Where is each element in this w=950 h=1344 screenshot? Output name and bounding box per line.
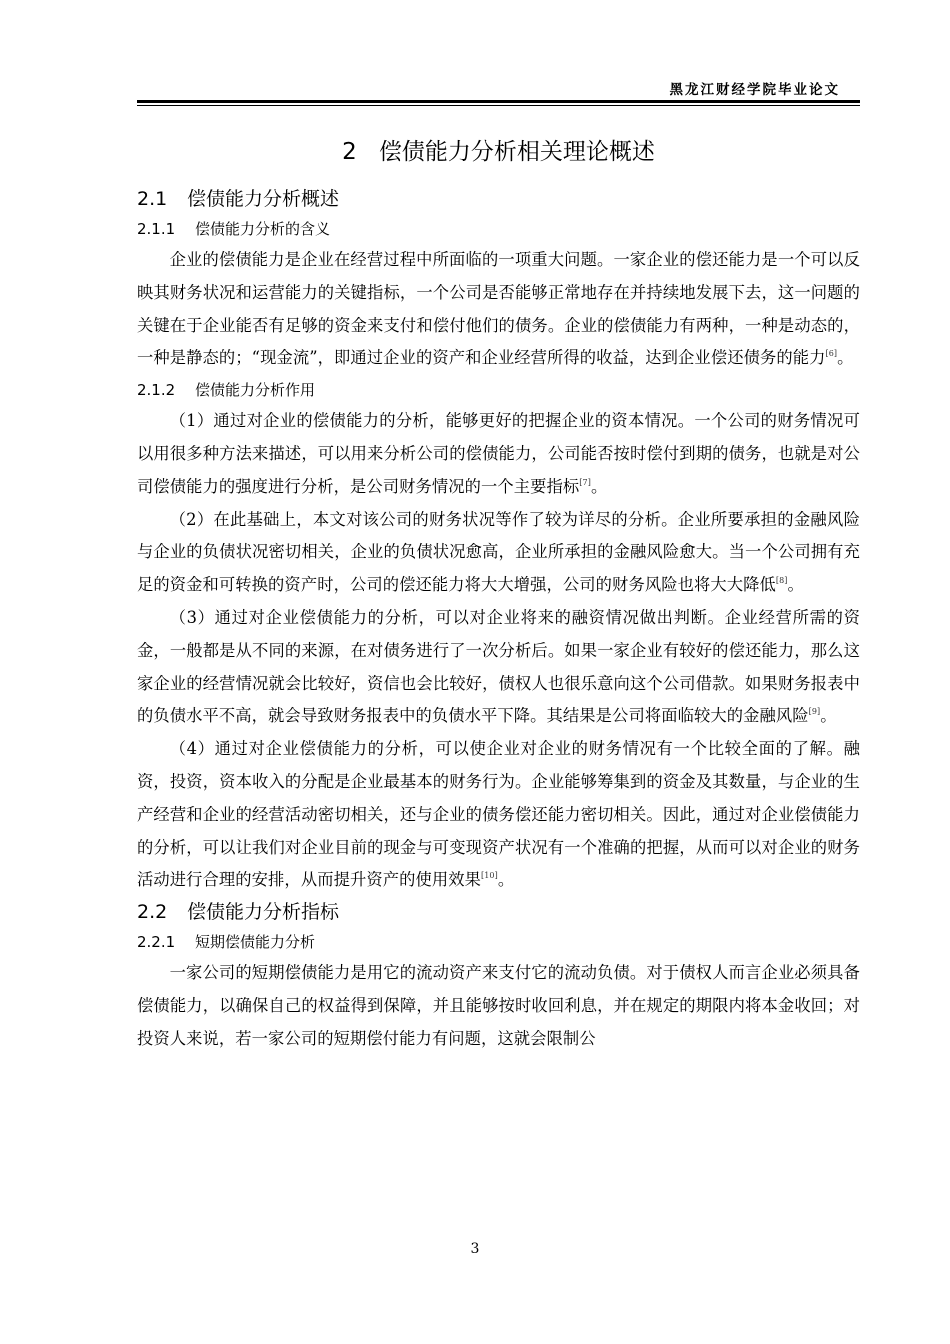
- section-heading-2-2: [137, 897, 860, 927]
- citation-ref: [7]: [579, 477, 591, 487]
- paragraph-role-3: [137, 602, 860, 733]
- section-title: 偿债能力分析概述: [187, 188, 340, 210]
- page-body: [137, 128, 860, 1056]
- citation-ref: [6]: [825, 349, 838, 359]
- paragraph-text: 一家公司的短期偿债能力是用它的流动资产来支付它的流动负债。对于债权人而言企业必须具备偿债能力，以确保自己的权益得到保障，并且能够按时收回利息，并在规定的期限内将本金收回；对投资人来说，若一家公司的短期偿付能力有问题，这就会限制公: [137, 963, 860, 1048]
- paragraph-end: 。: [837, 348, 854, 368]
- paragraph-role-4: [137, 733, 860, 897]
- subsection-title: 短期偿债能力分析: [195, 933, 316, 952]
- running-header: 黑龙江财经学院毕业论文: [669, 82, 840, 98]
- paragraph-text: （1）通过对企业的偿债能力的分析，能够更好的把握企业的资本情况。一个公司的财务情况可以用很多种方法来描述，可以用来分析公司的偿债能力，公司能否按时偿付到期的债务，也就是对公司偿债能力的强度进行分析，是公司财务情况的一个主要指标: [137, 411, 860, 496]
- paragraph-short-term: [137, 957, 860, 1055]
- paragraph-text: 企业的偿债能力是企业在经营过程中所面临的一项重大问题。一家企业的偿还能力是一个可以反映其财务状况和运营能力的关键指标，一个公司是否能够正常地存在并持续地发展下去，这一问题的关键在于企业能否有足够的资金来支付和偿付他们的债务。企业的偿债能力有两种，一种是动态的，一种是静态的；“现金流”，即通过企业的资产和企业经营所得的收益，达到企业偿还债务的能力: [137, 250, 860, 368]
- paragraph-text: （2）在此基础上，本文对该公司的财务状况等作了较为详尽的分析。企业所要承担的金融风险与企业的负债状况密切相关，企业的负债状况愈高，企业所承担的金融风险愈大。当一个公司拥有充足的资金和可转换的资产时，公司的偿还能力将大大增强，公司的财务风险也将大大降低: [137, 509, 860, 595]
- section-number: 2.1: [137, 188, 168, 210]
- subsection-title: 偿债能力分析的含义: [195, 220, 331, 238]
- paragraph-end: 。: [820, 706, 837, 726]
- chapter-title: [137, 132, 860, 172]
- paragraph-role-2: [137, 504, 860, 602]
- subsection-title: 偿债能力分析作用: [195, 381, 316, 400]
- paragraph-text: （3）通过对企业偿债能力的分析，可以对企业将来的融资情况做出判断。企业经营所需的资金，一般都是从不同的来源，在对债务进行了一次分析后。如果一家企业有较好的偿还能力，那么这家企业的经营情况就会比较好，资信也会比较好，债权人也很乐意向这个公司借款。如果财务报表中的负债水平不高，就会导致财务报表中的负债水平下降。其结果是公司将面临较大的金融风险: [137, 607, 860, 726]
- citation-ref: [10]: [481, 871, 498, 881]
- citation-ref: [8]: [775, 576, 788, 586]
- subsection-number: 2.2.1: [137, 933, 176, 952]
- section-heading-2-1: [137, 184, 860, 214]
- subsection-heading-2-2-1: [137, 927, 860, 957]
- subsection-heading-2-1-1: [137, 214, 860, 244]
- header-rule-thin: [137, 105, 860, 106]
- paragraph-text: （4）通过对企业偿债能力的分析，可以使企业对企业的财务情况有一个比较全面的了解。融资，投资，资本收入的分配是企业最基本的财务行为。企业能够筹集到的资金及其数量，与企业的生产经营和企业的经营活动密切相关，还与企业的债务偿还能力密切相关。因此，通过对企业偿债能力的分析，可以让我们对企业目前的现金与可变现资产状况有一个准确的把握，从而可以对企业的财务活动进行合理的安排，从而提升资产的使用效果: [137, 739, 860, 890]
- section-number: 2.2: [137, 901, 168, 924]
- citation-ref: [9]: [808, 707, 821, 717]
- header-rule-thick: [137, 100, 860, 103]
- subsection-number: 2.1.2: [137, 381, 176, 400]
- paragraph-end: 。: [497, 870, 515, 890]
- paragraph-meaning: [137, 244, 860, 375]
- subsection-number: 2.1.1: [137, 220, 176, 238]
- paragraph-end: 。: [590, 476, 608, 496]
- paragraph-role-1: [137, 405, 860, 503]
- chapter-number: 2: [342, 139, 357, 165]
- subsection-heading-2-1-2: [137, 375, 860, 405]
- page-number: 3: [470, 1241, 480, 1257]
- chapter-title-text: 偿债能力分析相关理论概述: [378, 139, 655, 165]
- section-title: 偿债能力分析指标: [187, 901, 340, 924]
- paragraph-end: 。: [787, 575, 804, 595]
